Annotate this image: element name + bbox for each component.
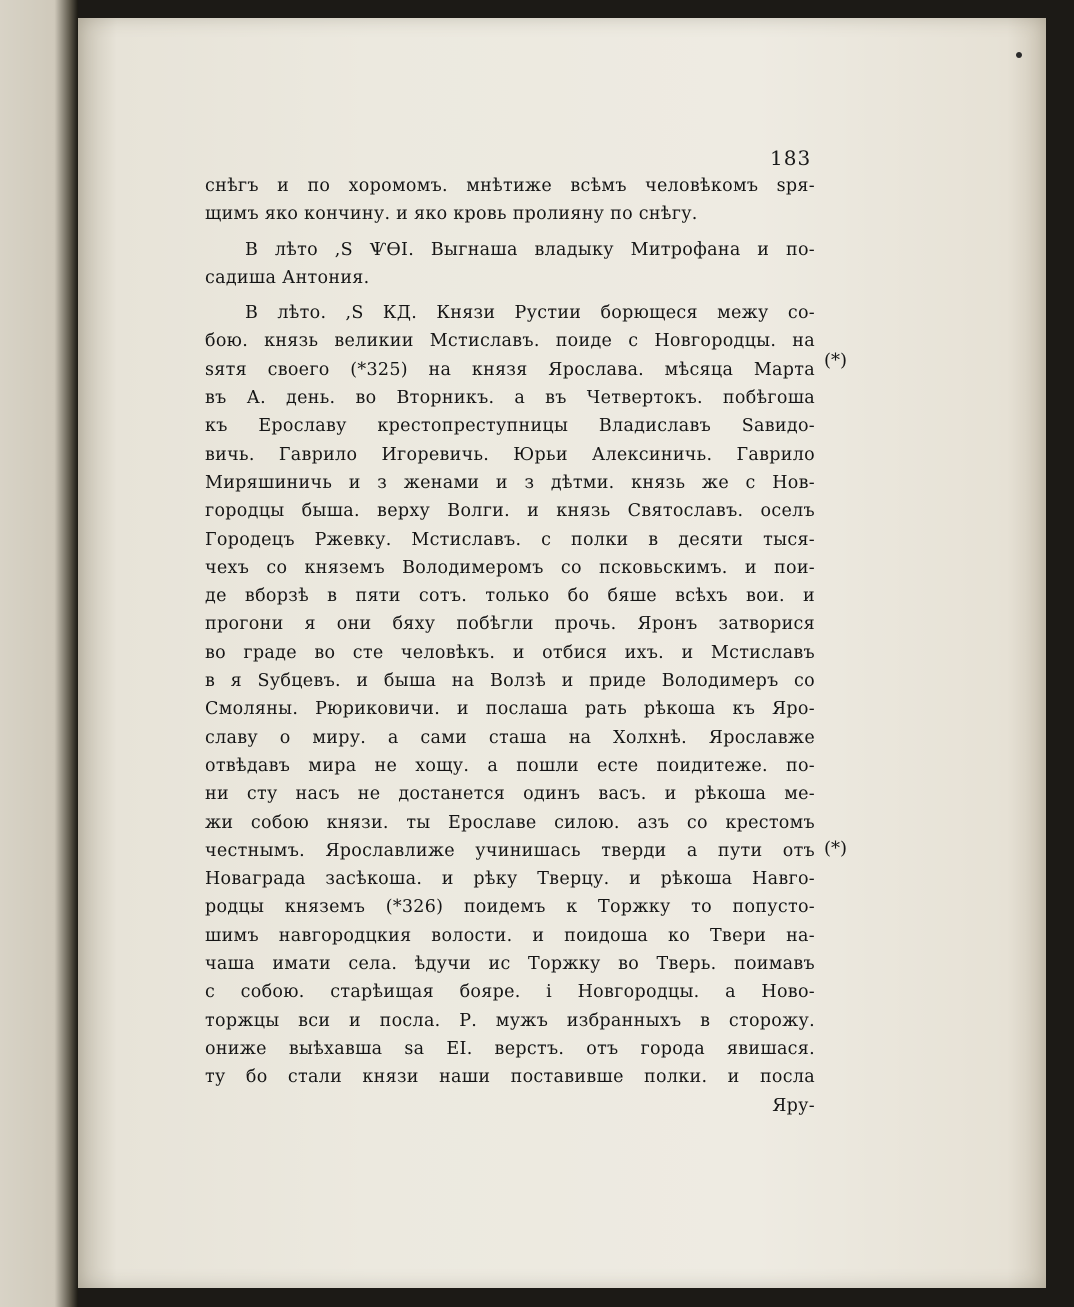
text-line: щимъ яко кончину. и яко кровь пролияну по снѣгу.: [205, 204, 698, 225]
text-line: ониже выѣхавша ѕа ЕІ. верстъ. отъ города явишася.: [205, 1038, 815, 1059]
paragraph-gap: [205, 229, 815, 236]
text-line: шимъ навгородцкия волости. и поидоша ко Твери на-: [205, 925, 815, 946]
text-line: ни сту насъ не достанется одинъ васъ. и рѣкоша ме-: [205, 784, 815, 805]
text-line: В лѣто. ,Ѕ КД. Князи Рустии борющеся межу со-: [245, 303, 815, 324]
text-line: отвѣдавъ мира не хощу. а пошли есте поидитеже. по-: [205, 755, 815, 776]
page-text: [205, 172, 815, 1120]
page-number: 183: [770, 146, 812, 170]
marginal-note: (*): [824, 838, 848, 859]
text-line: чехъ со княземъ Володимеромъ со псковьскимъ. и пои-: [205, 557, 815, 578]
text-line: де вборзѣ в пяти сотъ. только бо бяше всѣхъ вои. и: [205, 586, 815, 607]
text-line: въ А. день. во Вторникъ. а въ Четвертокъ. побѣгоша: [205, 388, 815, 409]
text-line: торжцы вси и посла. Р. мужъ избранныхъ в сторожу.: [205, 1010, 815, 1031]
text-line: родцы княземъ (*326) поидемъ к Торжку то попусто-: [205, 897, 815, 918]
text-line: честнымъ. Ярославлиже учинишась тверди а пути отъ: [205, 840, 815, 861]
text-line: В лѣто ,Ѕ ѰѲІ. Выгнаша владыку Митрофана и по-: [245, 239, 815, 260]
text-line: къ Ерославу крестопреступницы Владиславъ Ѕавидо-: [205, 416, 815, 437]
text-line: Смоляны. Рюриковичи. и послаша рать рѣкоша къ Яро-: [205, 699, 815, 720]
text-line: ту бо стали князи наши поставивше полки. и посла: [205, 1067, 815, 1088]
text-line: Новаграда засѣкоша. и рѣку Тверцу. и рѣкоша Навго-: [205, 869, 815, 890]
text-line: чаша имати села. ѣдучи ис Торжку во Тверь. поимавъ: [205, 954, 815, 975]
page-corner-mark: [1016, 52, 1022, 58]
text-line: прогони я они бяху побѣгли прочь. Яронъ затворися: [205, 614, 815, 635]
text-line: жи собою князи. ты Ерославе силою. азъ со крестомъ: [205, 812, 815, 833]
left-page-edge: [0, 0, 78, 1307]
text-line: во граде во сте человѣкъ. и отбися ихъ. и Мстиславъ: [205, 642, 815, 663]
text-line: в я Ѕубцевъ. и быша на Волзѣ и приде Володимеръ со: [205, 671, 815, 692]
paragraph-gap: [205, 292, 815, 299]
text-line: снѣгъ и по хоромомъ. мнѣтиже всѣмъ человѣкомъ ѕря-: [205, 176, 815, 196]
text-line: славу о миру. а сами сташа на Холхнѣ. Ярославже: [205, 727, 815, 748]
catchword: Яру-: [772, 1095, 815, 1116]
text-line: садиша Антония.: [205, 267, 370, 288]
text-line: бою. князь великии Мстиславъ. поиде с Новгородцы. на: [205, 331, 815, 352]
text-line: с собою. старѣищая бояре. і Новгородцы. а Ново-: [205, 982, 815, 1003]
text-line: Миряшиничь и з женами и з дѣтми. князь же с Нов-: [205, 472, 815, 493]
text-line: вичь. Гаврило Игоревичь. Юрьи Алексиничь. Гаврило: [205, 444, 815, 465]
text-line: Городецъ Ржевку. Мстиславъ. с полки в десяти тыся-: [205, 529, 815, 550]
marginal-note: (*): [824, 350, 848, 371]
text-line: ѕятя своего (*325) на князя Ярослава. мѣсяца Марта: [205, 359, 815, 380]
text-line: городцы быша. верху Волги. и князь Святославъ. оселъ: [205, 501, 815, 522]
